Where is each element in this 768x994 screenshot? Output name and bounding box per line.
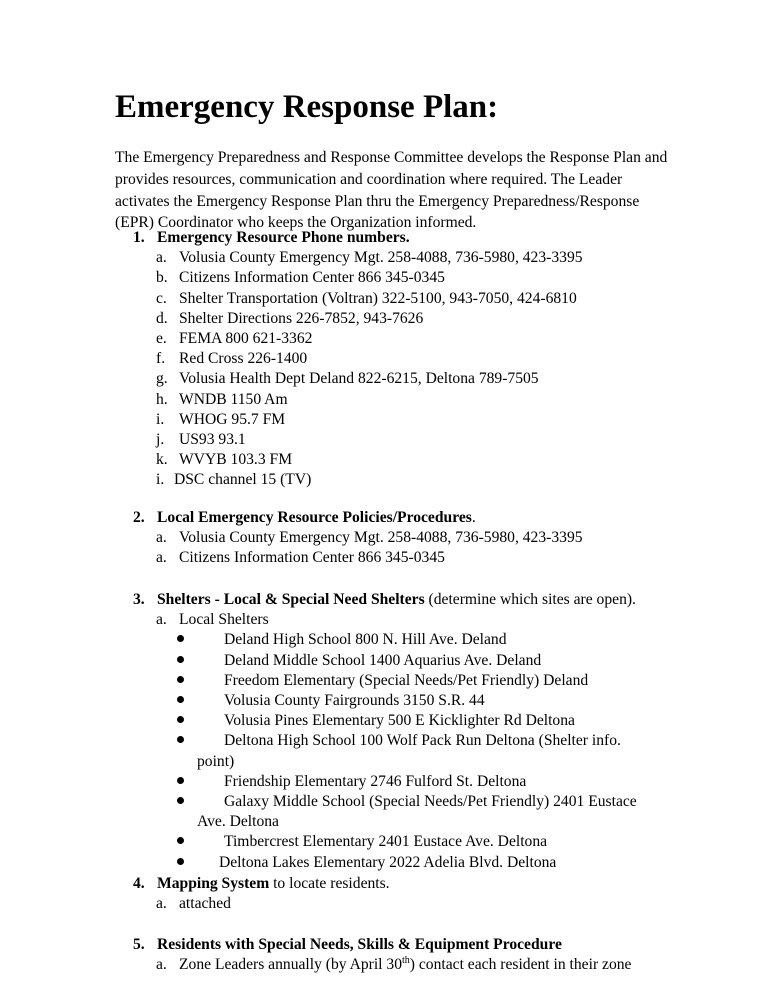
list-item: g. Volusia Health Dept Deland 822-6215, Deltona 789-7505 <box>156 370 539 388</box>
intro-line: activates the Emergency Response Plan thru the Emergency Preparedness/Response <box>115 192 640 210</box>
bullet-icon <box>177 736 184 743</box>
shelter-item: Friendship Elementary 2746 Fulford St. Deltona <box>177 771 184 792</box>
list-item: c. Shelter Transportation (Voltran) 322-5100, 943-7050, 424-6810 <box>156 289 577 307</box>
section-heading: 2. Local Emergency Resource Policies/Procedures. <box>133 509 476 526</box>
shelter-item: Galaxy Middle School (Special Needs/Pet Friendly) 2401 Eustace <box>177 791 184 812</box>
shelter-item: Deltona Lakes Elementary 2022 Adelia Blvd. Deltona <box>177 852 184 873</box>
list-item: h. WNDB 1150 Am <box>156 390 288 408</box>
list-item: a. Citizens Information Center 866 345-0345 <box>156 549 445 567</box>
intro-line: (EPR) Coordinator who keeps the Organization informed. <box>115 214 477 232</box>
section-heading: 3. Shelters - Local & Special Need Shelters (determine which sites are open). <box>133 591 636 608</box>
list-item: f. Red Cross 226-1400 <box>156 350 308 368</box>
shelter-item: Deland High School 800 N. Hill Ave. Deland <box>177 629 184 650</box>
shelter-item: Volusia Pines Elementary 500 E Kicklighter Rd Deltona <box>177 710 184 731</box>
section-heading-text: Emergency Resource Phone numbers. <box>157 229 410 246</box>
section-heading-text: Residents with Special Needs, Skills & Equipment Procedure <box>157 936 562 953</box>
intro-line: provides resources, communication and coordination where required. The Leader <box>115 170 623 188</box>
shelter-item: Freedom Elementary (Special Needs/Pet Friendly) Deland <box>177 670 184 691</box>
bullet-icon <box>177 656 184 663</box>
list-item: a. Local Shelters <box>156 611 269 629</box>
intro-line: The Emergency Preparedness and Response Committee develops the Response Plan and <box>115 149 668 166</box>
shelter-item: Deland Middle School 1400 Aquarius Ave. Deland <box>177 650 184 671</box>
bullet-icon <box>177 777 184 784</box>
list-item: b. Citizens Information Center 866 345-0345 <box>156 269 445 287</box>
list-item: a. attached <box>156 895 231 913</box>
shelter-item-continued: point) <box>197 752 235 770</box>
section-heading: 5. Residents with Special Needs, Skills & Equipment Procedure <box>133 936 562 953</box>
bullet-icon <box>177 635 184 642</box>
bullet-icon <box>177 676 184 683</box>
bullet-icon <box>177 716 184 723</box>
bullet-icon <box>177 797 184 804</box>
list-item: i. DSC channel 15 (TV) <box>156 471 312 489</box>
bullet-icon <box>177 837 184 844</box>
bullet-icon <box>177 858 184 865</box>
list-item: e. FEMA 800 621-3362 <box>156 330 313 347</box>
list-item: i. WHOG 95.7 FM <box>156 410 286 428</box>
list-item: k. WVYB 103.3 FM <box>156 451 293 469</box>
section-heading-text: Shelters - Local & Special Need Shelters <box>157 591 425 608</box>
section-heading-text: Local Emergency Resource Policies/Procedures <box>157 509 472 526</box>
list-item: a. Volusia County Emergency Mgt. 258-4088, 736-5980, 423-3395 <box>156 529 583 547</box>
list-item: a. Volusia County Emergency Mgt. 258-4088, 736-5980, 423-3395 <box>156 249 583 267</box>
shelter-item: Deltona High School 100 Wolf Pack Run Deltona (Shelter info. <box>177 730 184 751</box>
shelter-item: Timbercrest Elementary 2401 Eustace Ave. Deltona <box>177 831 184 852</box>
section-heading-text: Mapping System <box>157 875 270 892</box>
list-item: d. Shelter Directions 226-7852, 943-7626 <box>156 309 424 327</box>
bullet-icon <box>177 696 184 703</box>
list-item: j. US93 93.1 <box>156 431 246 448</box>
page-title: Emergency Response Plan: <box>115 89 499 125</box>
list-item: a. Zone Leaders annually (by April 30th) contact each resident in their zone <box>156 954 632 973</box>
shelter-item-continued: Ave. Deltona <box>197 813 279 831</box>
section-heading: 4. Mapping System to locate residents. <box>133 875 390 892</box>
shelter-item: Volusia County Fairgrounds 3150 S.R. 44 <box>177 690 184 711</box>
intro-paragraph <box>115 147 675 234</box>
section-heading: 1. Emergency Resource Phone numbers. <box>133 229 410 246</box>
